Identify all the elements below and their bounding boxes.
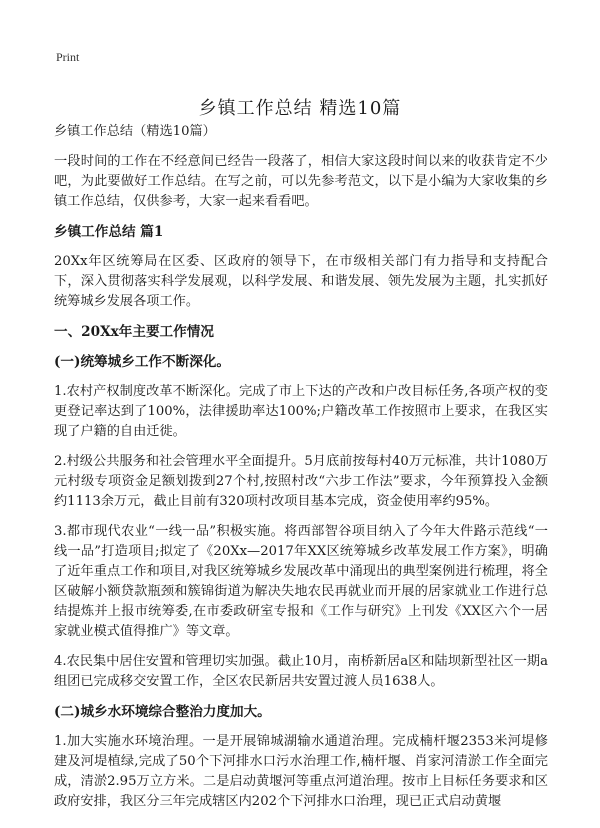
- section-paragraph: 20Xx年区统筹局在区委、区政府的领导下，在市级相关部门有力指导和支持配合下，深入贯彻落实科学发展观，以科学发展、和谐发展、领先发展为主题，扎实抓好统筹城乡发展各项工作。: [54, 254, 548, 309]
- list-item-3: 3.都市现代农业“一线一品”积极实施。将西部智谷项目纳入了今年大件路示范线“一线一品”打造项目;拟定了《20Xx—2017年XX区统筹城乡改革发展工作方案》，明确了近年重点工作和项目,对我区统筹城乡发展改革中涌现出的典型案例进行梳理，将全区破解小额贷款瓶颈和簇锦街道为解决失地农民再就业而开展的居家就业工作进行总结提炼并上报市统筹委,在市委政研室专报和《工作与研究》上刊发《XX区六个一居家就业模式值得推广》等文章。: [54, 524, 548, 639]
- subheading-1: (一)统筹城乡工作不断深化。: [54, 354, 230, 370]
- document-subtitle: 乡镇工作总结（精选10篇）: [54, 124, 216, 139]
- print-label: Print: [56, 50, 80, 64]
- main-heading: 一、20Xx年主要工作情况: [54, 324, 214, 340]
- section-heading: 乡镇工作总结 篇1: [54, 224, 164, 240]
- intro-paragraph: 一段时间的工作在不经意间已经告一段落了，相信大家这段时间以来的收获肯定不少吧，为此要做好工作总结。在写之前，可以先参考范文，以下是小编为大家收集的乡镇工作总结，仅供参考，大家一起来看看吧。: [54, 154, 548, 209]
- list-item-2: 2.村级公共服务和社会管理水平全面提升。5月底前按每村40万元标准，共计1080万元村级专项资金足额划拨到27个村,按照村改“六步工作法”要求，今年预算投入金额约1113余万元，截止目前有320项村改项目基本完成，资金使用率约95%。: [54, 454, 548, 509]
- subheading-2: (二)城乡水环境综合整治力度加大。: [54, 704, 271, 720]
- page-title: 乡镇工作总结 精选10篇: [198, 98, 402, 120]
- document-body: [54, 122, 548, 822]
- list-item-5: 1.加大实施水环境治理。一是开展锦城湖输水通道治理。完成楠杆堰2353米河堤修建及河堤植绿,完成了50个下河排水口污水治理工作,楠杆堰、肖家河清淤工作全面完成，清淤2.95万立方米。二是启动黄堰河等重点河道治理。按市上目标任务要求和区政府安排，我区分三年完成辖区内202个下河排水口治理，现已正式启动黄堰: [54, 734, 548, 809]
- list-item-4: 4.农民集中居住安置和管理切实加强。截止10月，南桥新居a区和陆坝新型社区一期a组团已完成移交安置工作，全区农民新居共安置过渡人员1638人。: [54, 654, 548, 689]
- list-item-1: 1.农村产权制度改革不断深化。完成了市上下达的产改和户改目标任务,各项产权的变更登记率达到了100%，法律援助率达100%;户籍改革工作按照市上要求，在我区实现了户籍的自由迁徙。: [54, 384, 548, 439]
